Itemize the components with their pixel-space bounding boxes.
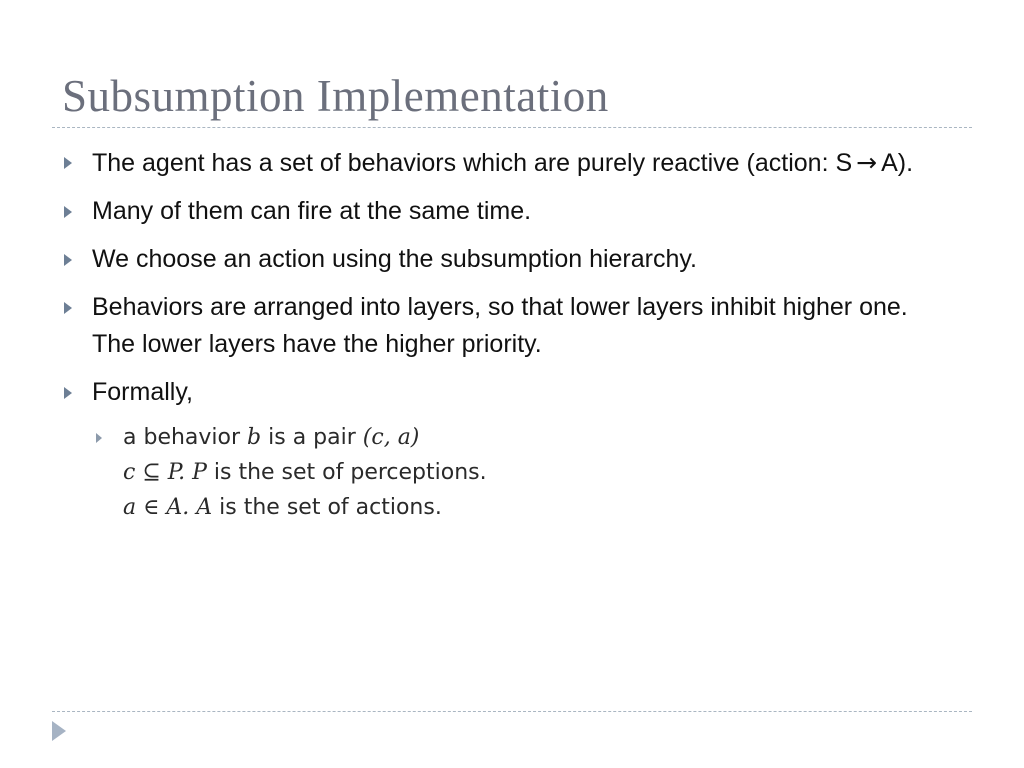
bullet-arrow-icon <box>64 302 72 314</box>
bullet-item-2 <box>60 193 940 230</box>
bullet-arrow-icon <box>64 254 72 266</box>
formal-line-2 <box>123 455 940 490</box>
bullet-arrow-icon <box>64 157 72 169</box>
formal-line-3-math: a ∈ A. A <box>123 495 213 520</box>
footer-divider <box>52 711 972 712</box>
bullet-text-5: Formally, <box>92 378 193 406</box>
bullet-item-4 <box>60 289 940 363</box>
bullet-text-3: We choose an action using the subsumption hierarchy. <box>92 245 697 273</box>
slide-title: Subsumption Implementation <box>62 71 609 121</box>
title-divider <box>52 127 972 128</box>
formal-line-2-text: is the set of perceptions. <box>213 460 487 485</box>
bullet-list <box>60 144 940 525</box>
formal-line-3-text: is the set of actions. <box>219 495 442 520</box>
formal-definition <box>60 420 940 525</box>
next-slide-icon[interactable] <box>52 721 66 741</box>
formal-line-1-tuple: (c, a) <box>362 425 420 450</box>
bullet-item-5 <box>60 374 940 411</box>
formal-line-3 <box>123 490 940 525</box>
formal-line-1-var: b <box>247 425 262 450</box>
bullet-text-1a: The agent has a set of behaviors which are purely reactive (action: S <box>92 149 853 177</box>
bullet-text-2: Many of them can fire at the same time. <box>92 197 532 225</box>
bullet-arrow-icon <box>64 387 72 399</box>
bullet-item-3 <box>60 241 940 278</box>
right-arrow-icon: → <box>856 148 878 177</box>
bullet-item-1 <box>60 144 940 182</box>
formal-line-1-mid: is a pair <box>268 425 356 450</box>
formal-line-1-prefix: a behavior <box>123 425 241 450</box>
formal-line-2-math: c ⊆ P. P <box>123 460 207 485</box>
sub-bullet-arrow-icon <box>96 433 102 443</box>
bullet-arrow-icon <box>64 206 72 218</box>
bullet-text-4: Behaviors are arranged into layers, so that lower layers inhibit higher one. The lower layers have the higher priority. <box>92 293 908 358</box>
bullet-text-1b: A). <box>881 149 914 177</box>
formal-line-1 <box>123 420 940 455</box>
